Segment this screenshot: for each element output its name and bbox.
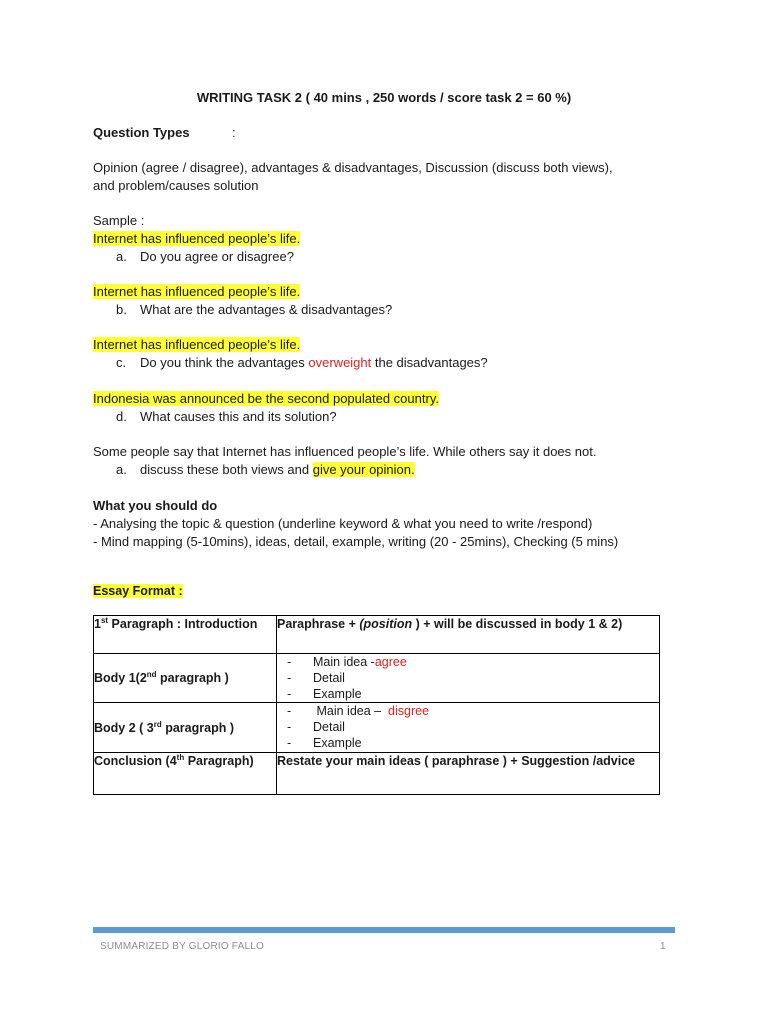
intro-right-cell: Paraphrase + (position ) + will be discussed in body 1 & 2) — [277, 616, 660, 654]
sample-letter-c: c. — [116, 355, 127, 370]
question-types-line1: Opinion (agree / disagree), advantages & disadvantages, Discussion (discuss both views), — [93, 160, 613, 175]
question-types-line2: and problem/causes solution — [93, 178, 259, 193]
sample-statement-c: Internet has influenced people’s life. — [93, 337, 301, 352]
body1-left-cell: Body 1(2nd paragraph ) — [94, 654, 277, 703]
table-row — [94, 753, 660, 795]
body2-right-cell — [277, 703, 660, 753]
essay-format-table — [93, 615, 660, 795]
sample-letter-a: a. — [116, 249, 127, 264]
list-item: - Example — [287, 687, 362, 701]
sample-statement-a: Internet has influenced people’s life. — [93, 231, 301, 246]
discussion-letter: a. — [116, 462, 127, 477]
list-item: - Main idea - agree — [287, 655, 407, 669]
list-item: - Detail — [287, 671, 345, 685]
body1-right-cell — [277, 654, 660, 703]
sample-statement-d: Indonesia was announced be the second populated country. — [93, 391, 439, 406]
sample-letter-d: d. — [116, 409, 127, 424]
conclusion-right-cell: Restate your main ideas ( paraphrase ) + Suggestion /advice — [277, 753, 660, 795]
table-row — [94, 616, 660, 654]
list-item: - Example — [287, 736, 362, 750]
sample-question-c: Do you think the advantages overweight the disadvantages? — [140, 355, 488, 370]
page-number: 1 — [660, 941, 666, 952]
sample-label: Sample : — [93, 213, 145, 228]
page-title: WRITING TASK 2 ( 40 mins , 250 words / score task 2 = 60 %) — [196, 90, 572, 105]
table-row — [94, 654, 660, 703]
list-item: - Detail — [287, 720, 345, 734]
list-item: - Main idea – disgree — [287, 704, 430, 718]
body2-left-cell: Body 2 ( 3rd paragraph ) — [94, 703, 277, 753]
sample-question-d: What causes this and its solution? — [140, 409, 337, 424]
what-to-do-heading: What you should do — [93, 498, 218, 513]
question-types-colon: : — [232, 125, 236, 140]
sample-question-a: Do you agree or disagree? — [140, 249, 294, 264]
intro-left-cell: 1st Paragraph : Introduction — [94, 616, 277, 654]
discussion-question: discuss these both views and give your opinion. — [140, 462, 415, 477]
what-to-do-item-2: - Mind mapping (5-10mins), ideas, detail, example, writing (20 - 25mins), Checking (5 mins) — [93, 534, 619, 549]
sample-letter-b: b. — [116, 302, 127, 317]
footer-divider — [93, 927, 675, 933]
question-types-heading: Question Types — [93, 125, 190, 140]
sample-question-b: What are the advantages & disadvantages? — [140, 302, 393, 317]
what-to-do-item-1: - Analysing the topic & question (underline keyword & what you need to write /respond) — [93, 516, 593, 531]
sample-statement-b: Internet has influenced people’s life. — [93, 284, 301, 299]
table-row — [94, 703, 660, 753]
discussion-statement: Some people say that Internet has influenced people’s life. While others say it does not. — [93, 444, 597, 459]
conclusion-left-cell: Conclusion (4th Paragraph) — [94, 753, 277, 795]
footer-author: SUMMARIZED BY GLORIO FALLO — [100, 941, 264, 952]
essay-format-label: Essay Format : — [93, 584, 183, 598]
